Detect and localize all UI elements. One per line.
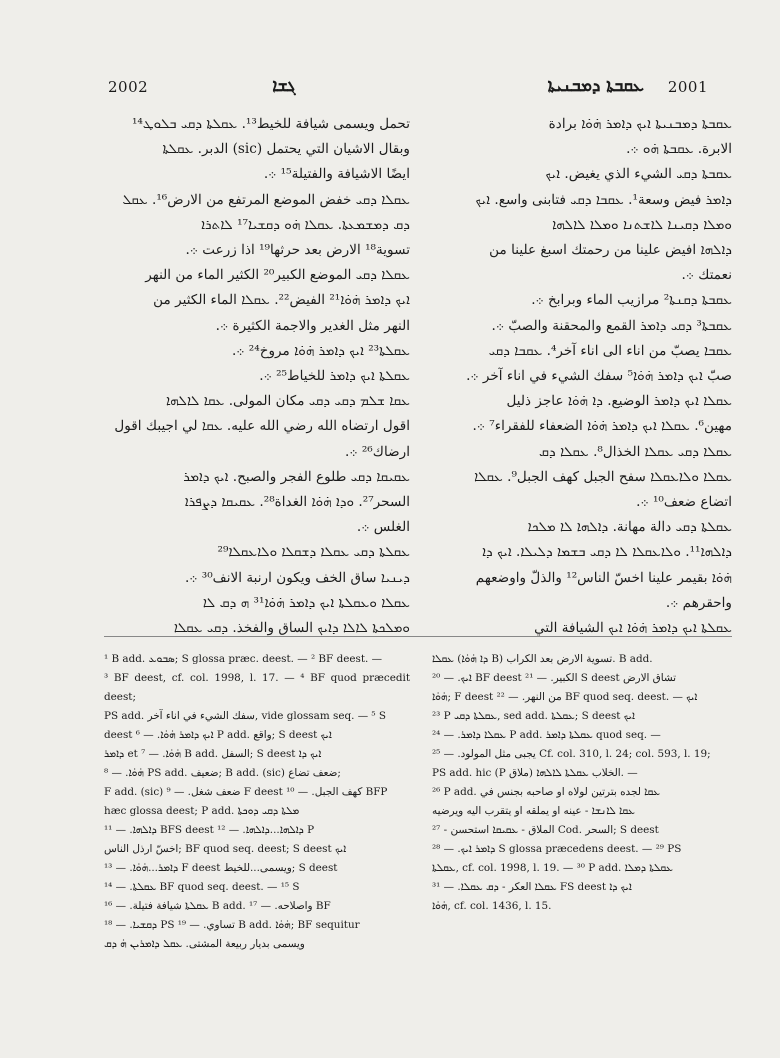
entry-line: ܕܐܠܗܐ افيض علينا من رحمتك اسبغ علينا من (489, 242, 732, 259)
entry-line: ܥܩܠܐ ܕܩܝ ܥܩܠܐ الخذال⁸. ܥܩܠܐ ܕܩ (538, 443, 732, 460)
entry-line: ܥܩܠܬܐ ܕܩܝ دالة مهانة. ܕܐܠܗܐ ܠܐ ܡܠܟܐ (527, 519, 732, 536)
footnote-line: ܗ̇ܘ̇ܐ; F deest من النهر. — ²² BF quod seq. deest. — ܐܝܟ (432, 691, 698, 703)
left-headword: ܓܫܐ (272, 76, 296, 96)
entry-line: ܥܩܒܬܐ ܕܩܢܬܐ² مرازيب الماء وبرابخ ܀. (531, 292, 732, 309)
footnote-line: ܐܝܟ. — ²⁰ BF deest الكبير. — ²¹ S deest تشاق الارض (432, 672, 677, 684)
entry-line: اتضاع ضعف¹⁰ ܀. (636, 494, 732, 511)
entry-line: ܥܩܒܬܐ³ ܕܩܝ ܕܐܡܪ القمع والمحقنة والصبّ ܀. (491, 317, 732, 334)
entry-line: الغلس ܀. (356, 519, 410, 536)
entry-line: الابرة. ܥܩܒܬܐ ܗ̇ܘ ܀. (626, 141, 732, 158)
footnote-line: ܥܩܐ ܠܐܢܫܐ - عينه او يملقه او يتقرب اليه ويرضيه (432, 805, 635, 817)
entry-line: ܕܐܠܗܐ¹¹. ܘܠܐܥܩܠܐ ܠܐ ܕܩܝ ܒܫܡܐ ܕܠܝܠܐ. ܐܝܟ ܕܐ (482, 544, 732, 561)
footnote-line: ܥܩܠܐ (ܕܐ ܗ̇ܘ̇ܐ B) تسوية الارض بعد الكراب. B add. (432, 653, 653, 665)
entry-line: ܗ̇ܘ̇ܐ بقيمر علينا اخسّ الناس¹² والذلّ واوضعهم (475, 569, 732, 586)
footnote-line: ܥܩܠܐ العكر - ܕܩ ܥܩܠܐ. — ³¹ FS deest ܐܝܟ ܕܐ (432, 881, 632, 893)
footnote-line: ܕܐܡܪ ܐܝܟ. — ²⁸ S glossa præcedens deest. — ²⁹ PS (432, 843, 682, 855)
entry-line: السحر²⁷. ܘܕܐ ܗ̇ܘ̇ܐ الغداة²⁸. ܥܩܝܩܐ ܕܨܦܪܐ (184, 494, 410, 511)
entry-line: ܥܩܒܐ يصبّ من اناء الى اناء آخر⁴. ܥܩܒܐ ܕܩܝ (488, 342, 732, 359)
entry-line: ܥܩܒܬܐ ܕܡܒܢܝܬܐ ܐܝܟ ܕܐܡܪ ܗ̇ܘ̇ܐ برادة (548, 116, 732, 132)
entry-line: ܥܩܠܬܐ ܐܝܟ ܕܐܡܪ ܗ̇ܘ̇ܐ ܐܝܟ الشيافة التي (534, 620, 732, 637)
entry-line: ܥܩܠܐ ܕܩܝ الموضع الكبير²⁰ الكثير الماء من النهر (145, 267, 410, 284)
entry-line: اقول ارتضاه الله رضي الله عليه. ܥܩܐ لي اجيبك اقول (114, 418, 410, 435)
footnote-line: ܥܩܠܬܐ شيافة فتيلة. — ¹⁶ B add. واصلاحه. — ¹⁷ BF (104, 900, 331, 912)
entry-line: ܕܩ ܕܡܫܡܥܬܐ. ܥܩܠܐ ܗ̇ܘ ܕܩܫܝܐ¹⁷ ܠܐܬܪܐ (201, 216, 410, 233)
footnote-line: ²⁶ P add. ܥܩܐ لجده بترتين لولاه او صاحبه بجنس في (432, 786, 660, 798)
footnote-line: ܕܐܡܪ...ܗ̇ܘ̇ܐ. — ¹³ F deest ويسمى...للخيط; S deest (104, 862, 338, 874)
footnote-line: ܗ̇ܘ̇ܐ. — ⁸ PS add. ضعيف; B add. (sic) ضعف تضاع; (104, 767, 341, 779)
footnote-line: deest ܐܝܟ ܕܐܡܪ ܗ̇ܘ̇ܐ. — ⁶ P add. واقع; S deest ܐܝܟ (104, 729, 332, 741)
footnote-line: ²³ P ܥܩܠܬܐ ܕܩܝ, sed add. ܥܩܠܬܐ; S deest ܐܝܟ (432, 710, 635, 722)
entry-line: ܥܩܐ ܫܠܡ ܕܩܝ ܕܩܝ مكان المولى. ܥܩܐ ܠܐܠܗܐ (165, 393, 410, 410)
right-page-number: 2001 (667, 78, 708, 96)
footnote-line: PS add. سفك الشيء في اناء آخر, vide glossam seq. — ⁵ S (104, 710, 387, 722)
right-text-column (432, 112, 732, 637)
entry-line: واحقرهم ܀. (665, 594, 732, 611)
entry-line: ܥܩܠܬܐ ܕܩܝ ܥܩܠܐ ܕܫܩܠܐ ܘܠܐܥܩܠܐ²⁹ (217, 544, 410, 561)
entry-line: تحمل ويسمى شيافة للخيط¹³. ܥܩܠܬܐ ܕܩܝ ܒܠܘܛ¹⁴ (131, 116, 410, 132)
footnote-line: hæc glossa deest; P add. ܡܠܬܐ ܕܩܝ ܕܘܟܬܐ (104, 805, 300, 817)
entry-line: ܥܩܠܐ ܕܩܝ خفض الموضع المرتفع من الارض¹⁶. ܥܩܠ (122, 191, 410, 208)
entry-line: ܘܡܠܐ ܕܩܝܢܐ ܠܐܫܬܢܐ ܘܡܠܐ ܠܐܠܗܐ (552, 216, 732, 233)
footnote-line: يجبى مثل المولود. — ²⁵ Cf. col. 310, l. 24; col. 593, l. 19; (432, 748, 711, 760)
running-header (108, 78, 708, 104)
footnote-line: ܥܩܠܬܐ, cf. col. 1998, l. 19. — ³⁰ P add. ܥܩܠܬܐ ܕܡܠܐ (432, 862, 673, 874)
entry-line: نعمتك ܀. (681, 267, 732, 284)
entry-line: ܥܩܠܐ ܘܥܩܠܬܐ ܐܝܟ ܕܐܡܪ ܗ̇ܘ̇ܐ³¹ ܗ ܕܩ ܠܐ (202, 594, 410, 611)
entry-line: ܘܡܠܟܬܐ ܠܐܠܐ ܕܐܝܟ الساق والفخذ. ܕܩܝ ܥܩܠܐ (173, 620, 410, 637)
entry-line: ܥܩܠܬܐ²³ ܐܝܟ ܕܐܡܪ ܗ̇ܘ̇ܐ مروخ²⁴ ܀. (231, 342, 410, 359)
footnote-line: ܥܩܠܬܐ. — ¹⁴ BF quod seq. deest. — ¹⁵ S (104, 881, 300, 893)
right-footnotes (432, 650, 732, 912)
footnote-line: ܗ̇ܘ̇ܐ, cf. col. 1436, l. 15. (432, 900, 552, 912)
footnote-line: ܕܐܠܗܐ. — ¹¹ BFS deest ܕܐܠܗܐ...ܕܐܠܗܐ. — ¹² P (104, 824, 315, 836)
footnote-line: اخسّ ارذل الناس; BF quod seq. deest; S deest ܐܝܟ (104, 843, 347, 855)
footnote-line: ³ BF deest, cf. col. 1998, l. 17. — ⁴ BF quod præcedit deest; (104, 672, 410, 703)
footnote-line: ܥܩܠܐ ܕܐܡܪ. — ²⁴ P add. ܥܩܠܬܐ ܕܐܡܪ quod seq. — (432, 729, 661, 741)
footnote-line: ܕܐܡܪ et ܗ̇ܘ̇ܐ. — ⁷ B add. السفل; S deest ܐܝܟ ܕܐ (104, 748, 322, 760)
entry-line: ܥܩܒܬܐ ܕܩܝ الشيء الذي يغيض. ܐܝܟ (545, 166, 732, 183)
entry-line: ܕܝܢܝܐ ساق الخف ويكون ارنبة الانف³⁰ ܀. (184, 569, 410, 586)
entry-line: ܥܩܠܬܐ ܐܝܟ ܕܐܡܪ للخياط²⁵ ܀. (259, 368, 410, 385)
footnote-divider (104, 636, 732, 637)
footnote-line: PS add. hic (P ملاق) الخلاب ܥܩܠܬܐ ܠܐܠܗܐ. — (432, 767, 638, 779)
entry-line: ܥܩܠܐ ܐܝܟ ܕܐܡܪ الوضيع. ܕܐ ܗ̇ܘ̇ܐ عاجز ذليل (506, 393, 732, 410)
entry-line: ܥܩܝܩܐ ܕܩܝ طلوع الفجر والصبح. ܐܝܟ ܕܐܡܪ (183, 468, 410, 485)
entry-line: وبقال الاشيان التي يحتمل (sic) الدبر. ܥܩܠܬܐ (162, 141, 410, 158)
entry-line: ܐܝܟ ܕܐܡܪ ܗ̇ܘ̇ܐ²¹ الفيض²². ܥܩܠܐ الماء الكثير من (153, 292, 410, 309)
entry-line: ارضاك²⁶ ܀. (345, 443, 410, 460)
left-footnotes (104, 650, 410, 950)
entry-line: النهر مثل الغدير والاجمة الكثيرة ܀. (215, 317, 410, 334)
left-text-column (104, 112, 410, 637)
footnote-line: ويسمى بديار ربيعة المشتى. ܥܩܠ ܕܐܡܪܝܢ ܗ̇ ܕܩ (104, 938, 305, 950)
left-page-number: 2002 (108, 78, 149, 96)
footnote-line: ¹ B add. ܣܒܘܥ; S glossa præc. deest. — ² BF deest. — (104, 653, 383, 665)
entry-line: صبّ ܐܝܟ ܕܐܡܪ ܗ̇ܘ̇ܐ⁵ سفك الشيء في اناء آخر ܀. (466, 368, 732, 385)
entry-line: ايضًا الاشيافة والفتيلة¹⁵ ܀. (263, 166, 410, 183)
entry-line: مهين⁶. ܥܩܠܐ ܐܝܟ ܕܐܡܪ ܗ̇ܘ̇ܐ الضعفاء للفقراء⁷ ܀. (472, 418, 732, 435)
right-headword: ܥܩܒܬܐ ܕܡܒܢܝܬܐ (547, 76, 644, 96)
footnote-line: F add. (sic) ضعف شغل. — ⁹ F deest كهف الجبل. — ¹⁰ BFP (104, 786, 388, 798)
footnote-line: الملاق - ܥܩܝܩܐ استحسن - ²⁷ Cod. السحر; S deest (432, 824, 659, 836)
entry-line: ܕܐܡܪ فيض وسعة¹. ܥܩܒܐ ܕܩܝ فتابنى واسع. ܐܝܟ (475, 191, 732, 208)
footnote-line: ܕܩܫܝܐ. — ¹⁸ PS تساوي. — ¹⁹ B add. ܗ̇ܘ̇ܐ; BF sequitur (104, 919, 360, 931)
entry-line: ܥܩܠܐ ܘܠܐܥܩܠܐ سفح الجبل كهف الجبل⁹. ܥܩܠܐ (474, 468, 732, 485)
entry-line: تسوية¹⁸ الارض بعد حرثها¹⁹ اذا زرعت ܀. (185, 242, 410, 259)
